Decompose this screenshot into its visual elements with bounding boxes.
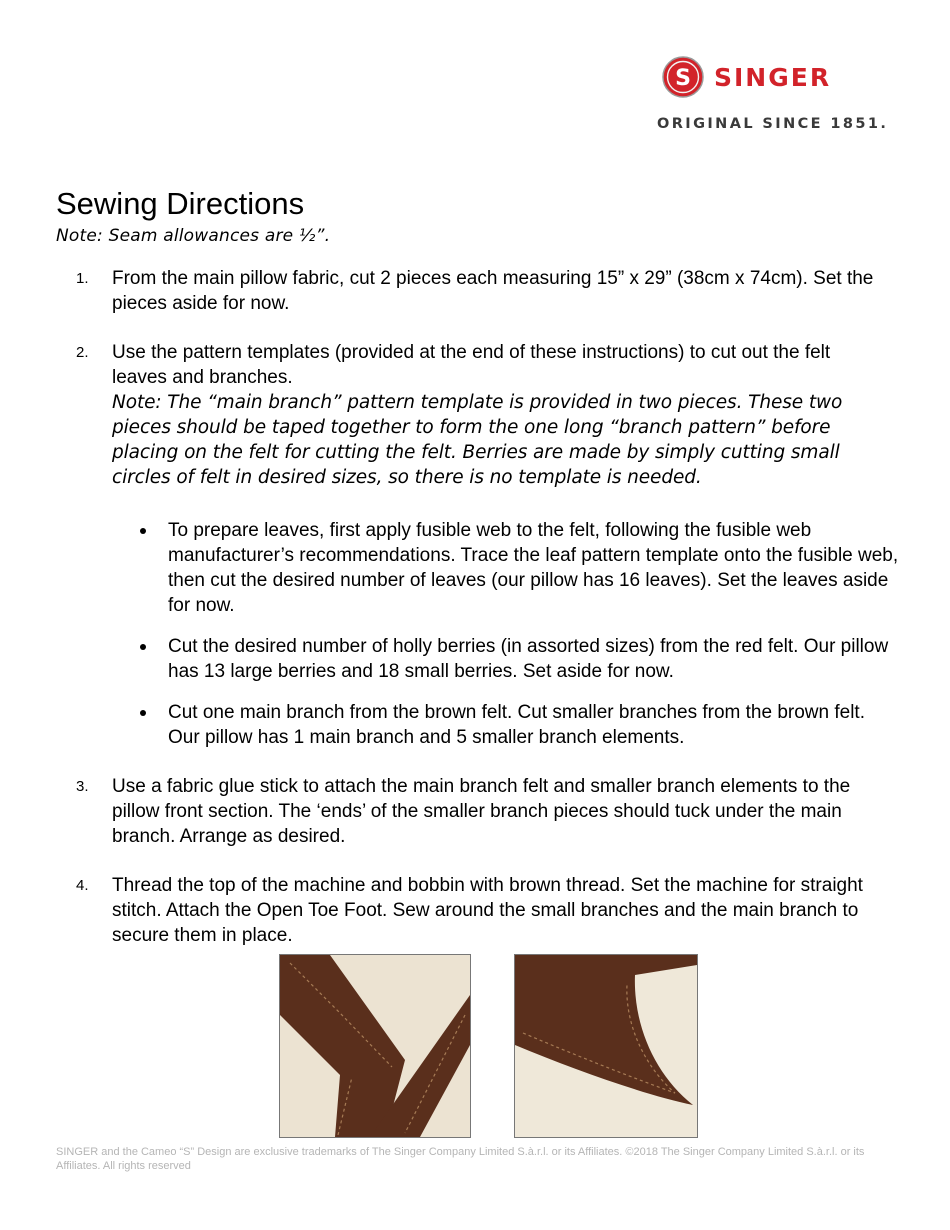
step-text: Use a fabric glue stick to attach the main branch felt and smaller branch elements to the pillow front section. The ‘ends’ of the smaller branch pieces should tuck under the main branch. Arrange as desired. xyxy=(112,776,851,847)
bullet-text: Cut one main branch from the brown felt. Cut smaller branches from the brown felt. Our pillow has 1 main branch and 5 smaller branch elements. xyxy=(168,702,865,748)
bullet-icon xyxy=(140,710,146,716)
step-number: 1. xyxy=(76,270,89,287)
prep-bullet-list xyxy=(112,518,899,750)
step-text: From the main pillow fabric, cut 2 pieces each measuring 15” x 29” (38cm x 74cm). Set the pieces aside for now. xyxy=(112,268,874,314)
branch-template-note: Note: The “main branch” pattern template is provided in two pieces. These two pieces should be taped together to form the one long “branch pattern” before placing on the felt for cutting the felt. Berries are made by simply cutting small circles of felt in desired sizes, so there is no template is needed. xyxy=(112,392,843,488)
step-2 xyxy=(0,340,950,750)
stitched-branch-photo-1 xyxy=(279,954,471,1138)
step-4 xyxy=(0,873,950,948)
seam-allowance-note: Note: Seam allowances are ½”. xyxy=(56,226,331,246)
list-item xyxy=(168,700,900,750)
singer-cameo-s-icon xyxy=(662,56,704,98)
stitched-branch-photo-2 xyxy=(514,954,698,1138)
page-title: Sewing Directions xyxy=(56,186,305,221)
step-number: 3. xyxy=(76,778,89,795)
list-item xyxy=(168,634,900,684)
step-text: Use the pattern templates (provided at the end of these instructions) to cut out the felt leaves and branches. xyxy=(112,342,831,388)
bullet-text: Cut the desired number of holly berries (in assorted sizes) from the red felt. Our pillow has 13 large berries and 18 small berries. Set aside for now. xyxy=(168,636,889,682)
logo-brand-text: SINGER xyxy=(714,62,832,92)
svg-text:S: S xyxy=(675,66,691,91)
step-text: Thread the top of the machine and bobbin with brown thread. Set the machine for straight stitch. Attach the Open Toe Foot. Sew around the small branches and the main branch to secure them in place. xyxy=(112,875,863,946)
step-1 xyxy=(0,266,950,316)
step-3 xyxy=(0,774,950,849)
logo-tagline: ORIGINAL SINCE 1851. xyxy=(657,116,889,132)
bullet-icon xyxy=(140,644,146,650)
step-number: 2. xyxy=(76,344,89,361)
singer-logo xyxy=(656,56,896,136)
bullet-icon xyxy=(140,528,146,534)
bullet-text: To prepare leaves, first apply fusible web to the felt, following the fusible web manufacturer’s recommendations. Trace the leaf pattern template onto the fusible web, then cut the desired number of leaves (our pillow has 16 leaves). Set the leaves aside for now. xyxy=(168,520,899,616)
step-number: 4. xyxy=(76,877,89,894)
trademark-footer: SINGER and the Cameo “S” Design are exclusive trademarks of The Singer Company Limited S.à.r.l. or its Affiliates. ©2018 The Singer Company Limited S.à.r.l. or its Affiliates. All rights reserved xyxy=(56,1146,865,1172)
steps-list xyxy=(0,266,950,972)
list-item xyxy=(168,518,900,618)
